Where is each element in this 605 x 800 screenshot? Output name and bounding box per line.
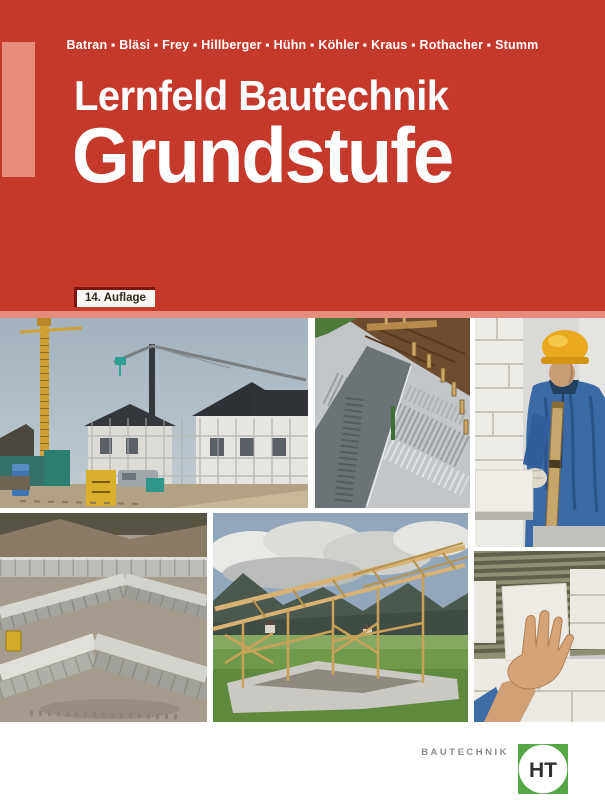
photo-construction-site-cranes [0, 318, 308, 508]
main-title: Grundstufe [72, 111, 453, 199]
ht-publisher-logo [518, 744, 568, 794]
photo-basement-masonry [0, 513, 207, 722]
timber-framework-illustration [213, 513, 468, 722]
tile-setting-illustration [474, 551, 605, 722]
photo-timber-framework [213, 513, 468, 722]
gravel-foundation-illustration [315, 318, 470, 508]
bautechnik-series-label: BAUTECHNIK [421, 747, 509, 758]
construction-site-illustration [0, 318, 308, 508]
mason-illustration [475, 318, 605, 547]
yellow-barrel [6, 631, 21, 651]
photo-tile-setting [474, 551, 605, 722]
cover-accent-rectangle [2, 42, 35, 177]
edition-badge: 14. Auflage [74, 287, 155, 307]
far-wall [0, 557, 207, 577]
basement-illustration [0, 513, 207, 722]
ht-logo-text: HT [529, 759, 557, 782]
series-title: Lernfeld Bautechnik [74, 72, 449, 119]
concrete-block [475, 470, 533, 512]
photo-gravel-foundation [315, 318, 470, 508]
green-post [391, 406, 395, 440]
header-red-band [0, 0, 605, 311]
salmon-divider-strip [0, 311, 605, 318]
photo-mason-with-level [475, 318, 605, 547]
authors-line: Batran ▪ Bläsi ▪ Frey ▪ Hillberger ▪ Hühn ▪ Köhler ▪ Kraus ▪ Rothacher ▪ Stumm [66, 38, 539, 52]
